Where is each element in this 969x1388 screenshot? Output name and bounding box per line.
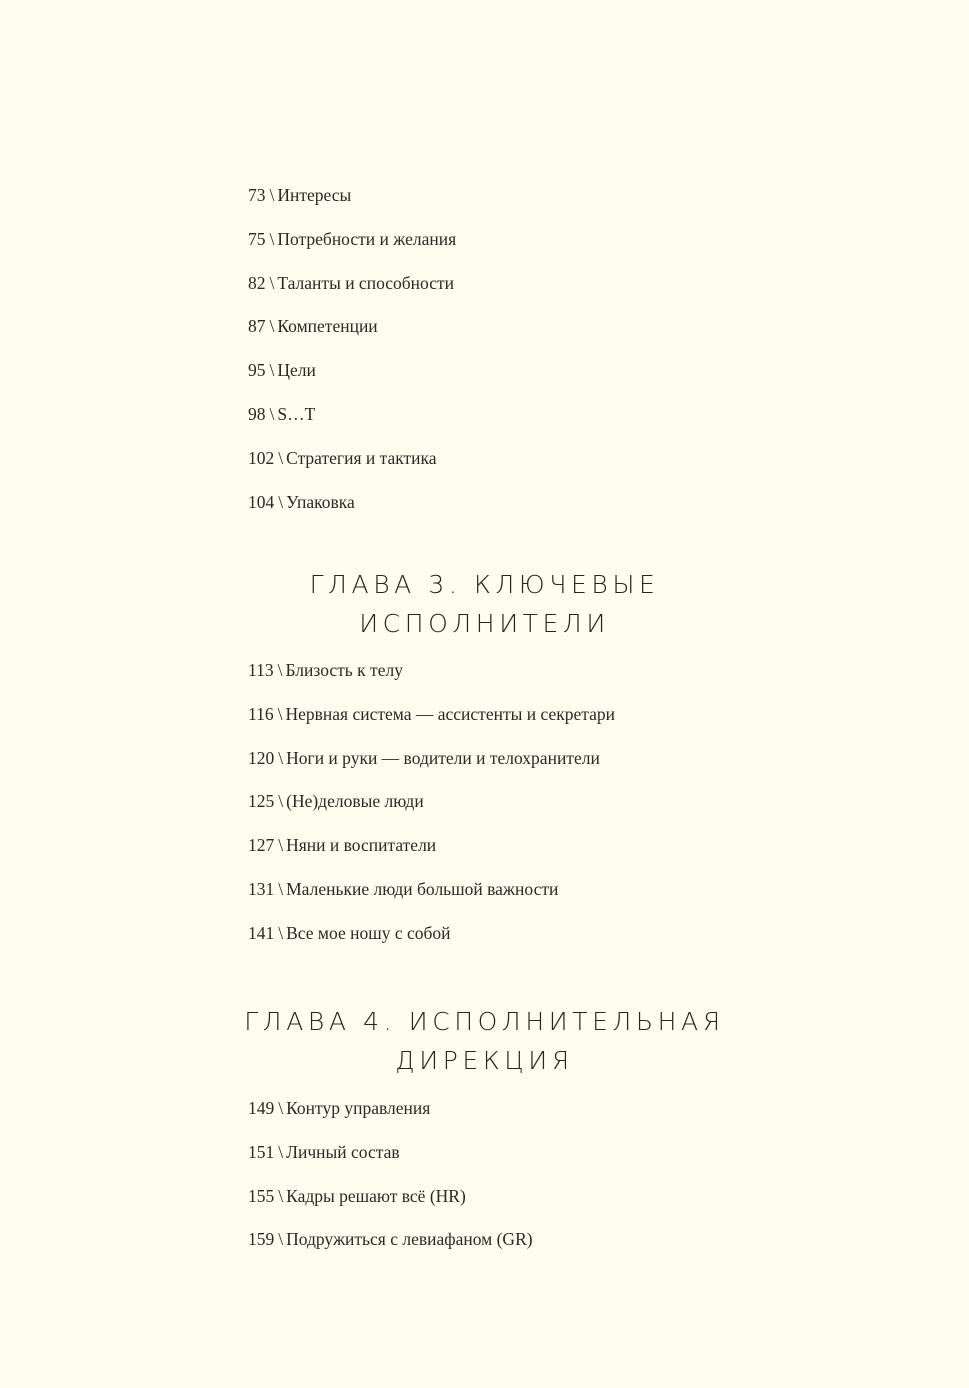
toc-entry	[248, 1097, 768, 1141]
toc-page-number: 116	[248, 703, 274, 724]
toc-entry-title: Кадры решают всё (HR)	[286, 1185, 466, 1206]
toc-entry	[248, 1185, 768, 1229]
toc-entry-title: Близость к телу	[285, 660, 403, 680]
toc-entry-title: Нервная система — ассистенты и секретари	[285, 703, 615, 724]
toc-separator: \	[269, 316, 275, 337]
toc-entry-title: Няни и воспитатели	[286, 835, 437, 856]
toc-separator: \	[278, 1229, 284, 1250]
chapter-3-heading-line-2: ИСПОЛНИТЕЛИ	[359, 609, 610, 638]
toc-entry	[248, 878, 768, 922]
toc-list-chapter-4	[248, 1097, 768, 1272]
toc-entry-title: Таланты и способности	[277, 272, 455, 293]
toc-separator: \	[278, 747, 284, 768]
toc-list-chapter-3	[248, 659, 768, 966]
toc-entry	[248, 447, 768, 491]
toc-entry-title: S…T	[277, 403, 316, 424]
toc-separator: \	[269, 272, 275, 293]
toc-page-number: 104	[248, 491, 275, 512]
toc-entry	[248, 403, 768, 447]
toc-separator: \	[269, 228, 275, 249]
toc-entry-title: Маленькие люди большой важности	[286, 878, 559, 899]
toc-separator: \	[278, 791, 284, 812]
chapter-4-heading	[0, 1002, 969, 1080]
toc-separator: \	[277, 660, 283, 680]
toc-entry	[248, 359, 768, 403]
toc-entry-title: Все мое ношу с собой	[286, 922, 451, 943]
toc-entry-title: Цели	[277, 360, 316, 381]
toc-entry	[248, 491, 768, 535]
chapter-4-heading-line-2: ДИРЕКЦИЯ	[395, 1046, 574, 1075]
toc-page-number: 82	[248, 272, 266, 293]
toc-separator: \	[278, 491, 284, 512]
toc-entry-title: Интересы	[277, 185, 352, 205]
toc-separator: \	[278, 878, 284, 899]
toc-page-number: 131	[248, 878, 275, 899]
toc-entry-title: Потребности и желания	[277, 228, 457, 249]
toc-page-number: 127	[248, 835, 275, 856]
chapter-4-heading-line-1: ГЛАВА 4. ИСПОЛНИТЕЛЬНАЯ	[244, 1007, 725, 1036]
toc-entry-title: Ноги и руки — водители и телохранители	[286, 747, 600, 768]
toc-page-number: 159	[248, 1229, 275, 1250]
toc-entry-title: Личный состав	[286, 1141, 400, 1162]
toc-entry	[248, 659, 768, 703]
toc-page-number: 98	[248, 403, 266, 424]
toc-page-number: 113	[248, 660, 274, 680]
toc-page-number: 75	[248, 228, 266, 249]
toc-entry	[248, 315, 768, 359]
toc-entry	[248, 703, 768, 747]
toc-list-top	[248, 184, 768, 534]
toc-page-number: 87	[248, 316, 266, 337]
toc-page-number: 73	[248, 185, 266, 205]
toc-entry-title: Стратегия и тактика	[286, 447, 437, 468]
toc-entry	[248, 272, 768, 316]
toc-page-number: 120	[248, 747, 275, 768]
chapter-3-heading	[0, 565, 969, 643]
chapter-3-heading-line-1: ГЛАВА 3. КЛЮЧЕВЫЕ	[309, 570, 660, 599]
toc-page-number: 102	[248, 447, 275, 468]
toc-page-number: 141	[248, 922, 275, 943]
toc-entry-title: Упаковка	[286, 491, 355, 512]
toc-page-number: 151	[248, 1141, 275, 1162]
toc-separator: \	[269, 360, 275, 381]
toc-entry-title: Подружиться с левиафаном (GR)	[286, 1229, 533, 1250]
toc-separator: \	[278, 1141, 284, 1162]
toc-entry	[248, 184, 768, 228]
toc-entry-title: Компетенции	[277, 316, 378, 337]
toc-entry	[248, 1228, 768, 1272]
toc-separator: \	[278, 1185, 284, 1206]
toc-entry	[248, 834, 768, 878]
toc-entry	[248, 922, 768, 966]
toc-separator: \	[277, 703, 283, 724]
toc-separator: \	[278, 447, 284, 468]
toc-separator: \	[278, 922, 284, 943]
toc-separator: \	[269, 185, 275, 205]
toc-entry	[248, 747, 768, 791]
toc-entry	[248, 790, 768, 834]
toc-page-number: 95	[248, 360, 266, 381]
toc-entry	[248, 228, 768, 272]
toc-page-number: 125	[248, 791, 275, 812]
toc-separator: \	[278, 1098, 284, 1118]
toc-entry	[248, 1141, 768, 1185]
toc-entry-title: Контур управления	[286, 1098, 431, 1118]
toc-separator: \	[278, 835, 284, 856]
toc-entry-title: (Не)деловые люди	[286, 791, 424, 812]
toc-page-number: 149	[248, 1098, 275, 1118]
toc-separator: \	[269, 403, 275, 424]
toc-page-number: 155	[248, 1185, 275, 1206]
